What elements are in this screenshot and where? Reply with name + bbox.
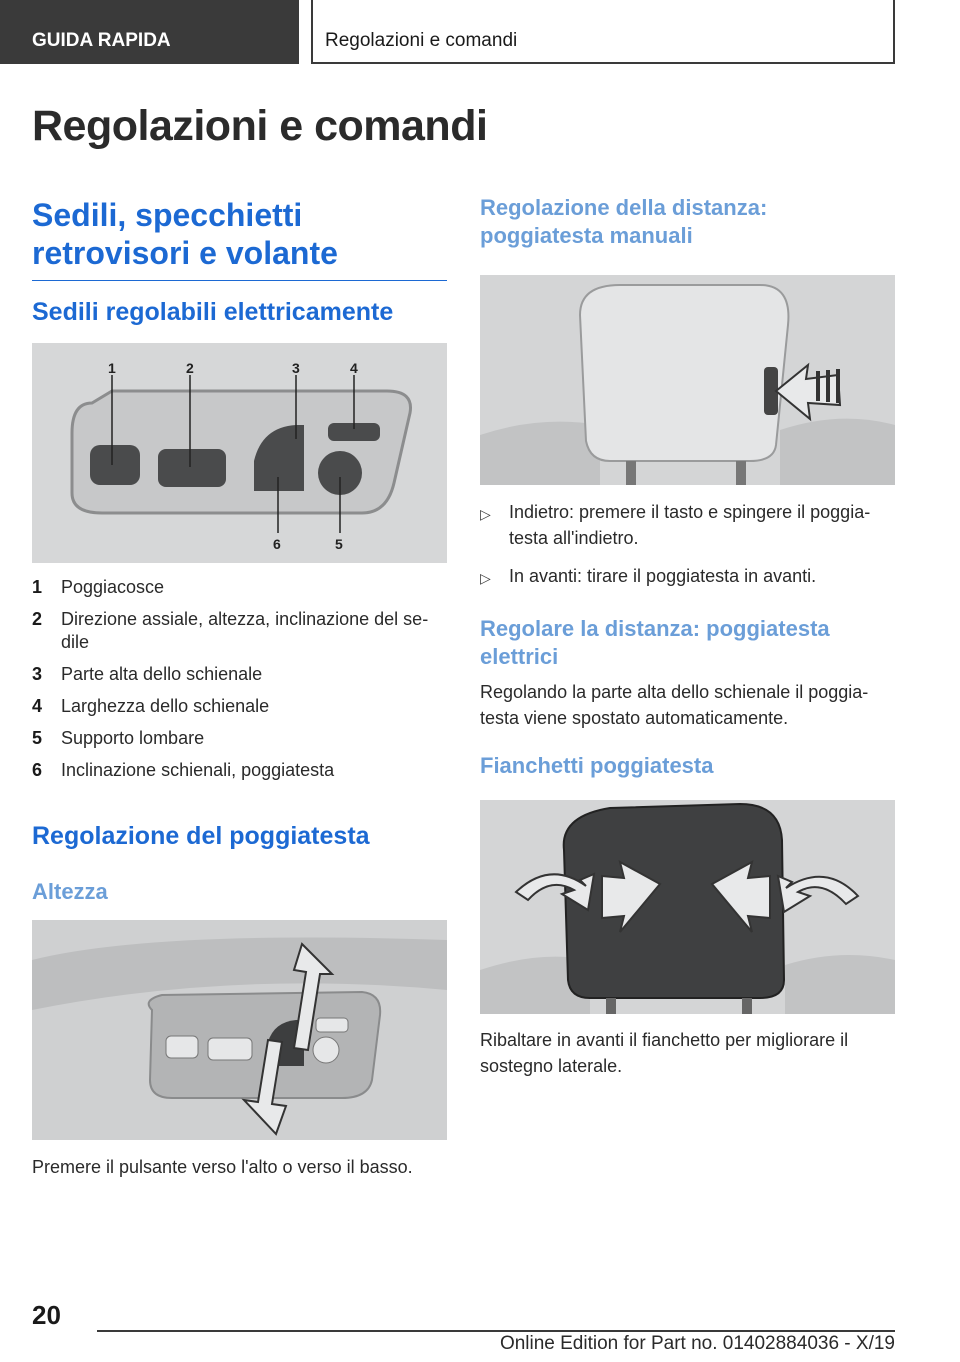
headrest-height-figure (32, 920, 447, 1140)
header-chapter-label: Regolazioni e comandi (311, 0, 895, 64)
headrest-wings-figure (480, 800, 895, 1014)
list-item: 3 Parte alta dello schienale (32, 664, 263, 684)
footer-rule (97, 1330, 895, 1332)
list-item: 5 Supporto lombare (32, 728, 205, 748)
list-item: 2 Direzione assiale, altezza, inclinazione del se-dile (32, 609, 429, 652)
height-title: Altezza (32, 879, 108, 904)
footer-edition: Online Edition for Part no. 01402884036 - X/19 (499, 1333, 895, 1354)
distance-electric-title: Regolare la distanza: poggiatesta elettrici (480, 616, 830, 669)
triangle-bullet-icon: ▷ (480, 570, 491, 586)
height-instruction: Premere il pulsante verso l'alto o verso il basso. (32, 1157, 413, 1177)
wings-text: Ribaltare in avanti il fianchetto per migliorare il sostegno laterale. (480, 1030, 849, 1076)
list-item: 4 Larghezza dello schienale (32, 696, 270, 716)
distance-manual-bullets (480, 499, 895, 603)
page-number: 20 (32, 1300, 61, 1330)
seat-fig-label-4: 4 (350, 360, 358, 376)
section-title: Sedili, specchietti retrovisori e volante (32, 196, 447, 281)
seat-fig-label-3: 3 (292, 360, 300, 376)
list-item: ▷ In avanti: tirare il poggiatesta in avanti. (480, 563, 895, 591)
headrest-title: Regolazione del poggiatesta (32, 822, 370, 850)
list-item: 6 Inclinazione schienali, poggiatesta (32, 760, 335, 780)
distance-manual-title: Regolazione della distanza: poggiatesta manuali (480, 195, 768, 248)
seat-controls-figure (32, 343, 447, 563)
list-item: ▷ Indietro: premere il tasto e spingere il poggia-testa all'indietro. (480, 499, 895, 551)
headrest-manual-figure (480, 275, 895, 485)
seat-fig-label-2: 2 (186, 360, 194, 376)
page-title: Regolazioni e comandi (32, 102, 488, 150)
seat-controls-list (32, 576, 447, 791)
seat-fig-label-1: 1 (108, 360, 116, 376)
subsection-title-seats: Sedili regolabili elettricamente (32, 298, 394, 326)
seat-fig-label-5: 5 (335, 536, 343, 552)
seat-fig-label-6: 6 (273, 536, 281, 552)
distance-electric-text: Regolando la parte alta dello schienale il poggia-testa viene spostato automaticamente. (480, 682, 869, 728)
header-section-label: GUIDA RAPIDA (0, 0, 299, 64)
list-item: 1 Poggiacosce (32, 577, 165, 597)
triangle-bullet-icon: ▷ (480, 506, 491, 522)
wings-title: Fianchetti poggiatesta (480, 753, 714, 778)
